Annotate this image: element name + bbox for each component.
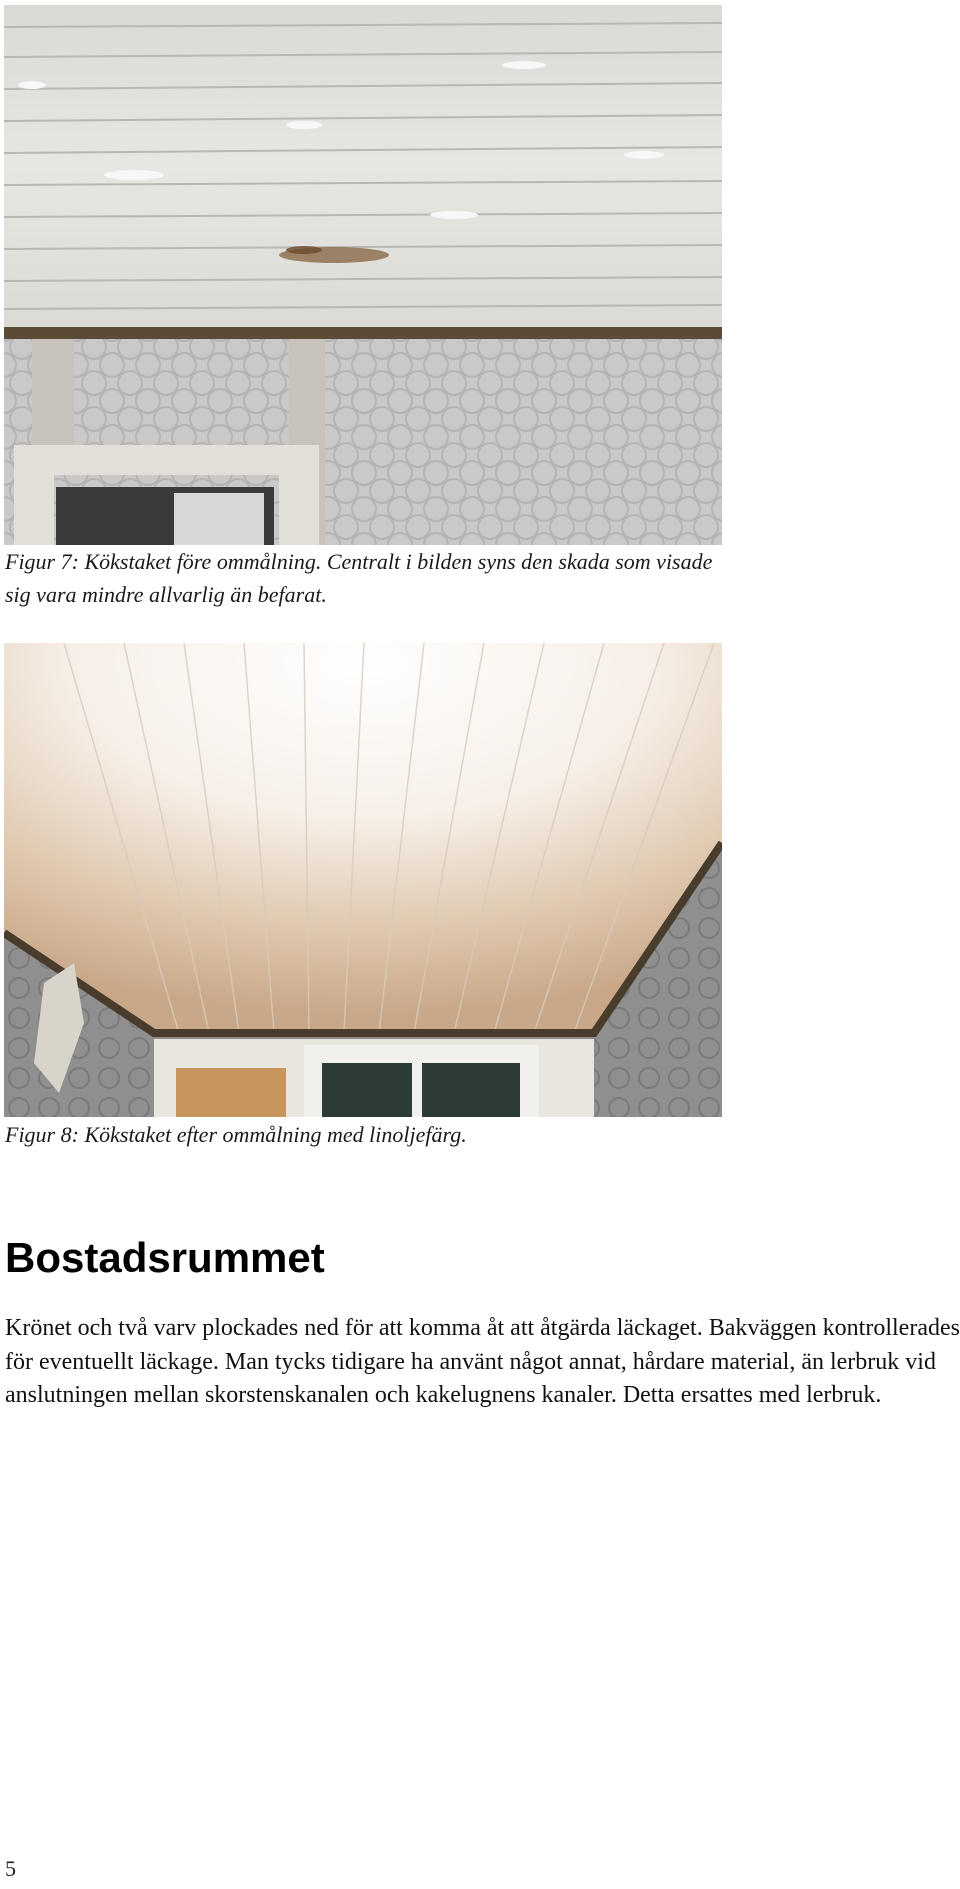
section-heading: Bostadsrummet <box>5 1234 325 1281</box>
figure-8-image <box>4 643 722 1117</box>
figure-7-image <box>4 5 722 545</box>
page-number: 5 <box>5 1856 16 1881</box>
figure-7-photo <box>4 5 722 545</box>
figure-7-caption: Figur 7: Kökstaket före ommålning. Centralt i bilden syns den skada som visade sig vara mindre allvarlig än befarat. <box>5 549 713 607</box>
figure-8-photo <box>4 643 722 1117</box>
body-paragraph: Krönet och två varv plockades ned för att komma åt att åtgärda läckaget. Bakväggen kontrollerades för eventuellt läckage. Man tycks tidigare ha använt något annat, hårdare material, än lerbruk vid anslutningen mellan skorstenskanalen och kakelugnens kanaler. Detta ersattes med lerbruk. <box>5 1315 960 1408</box>
figure-8-caption: Figur 8: Kökstaket efter ommålning med linoljefärg. <box>5 1122 467 1147</box>
